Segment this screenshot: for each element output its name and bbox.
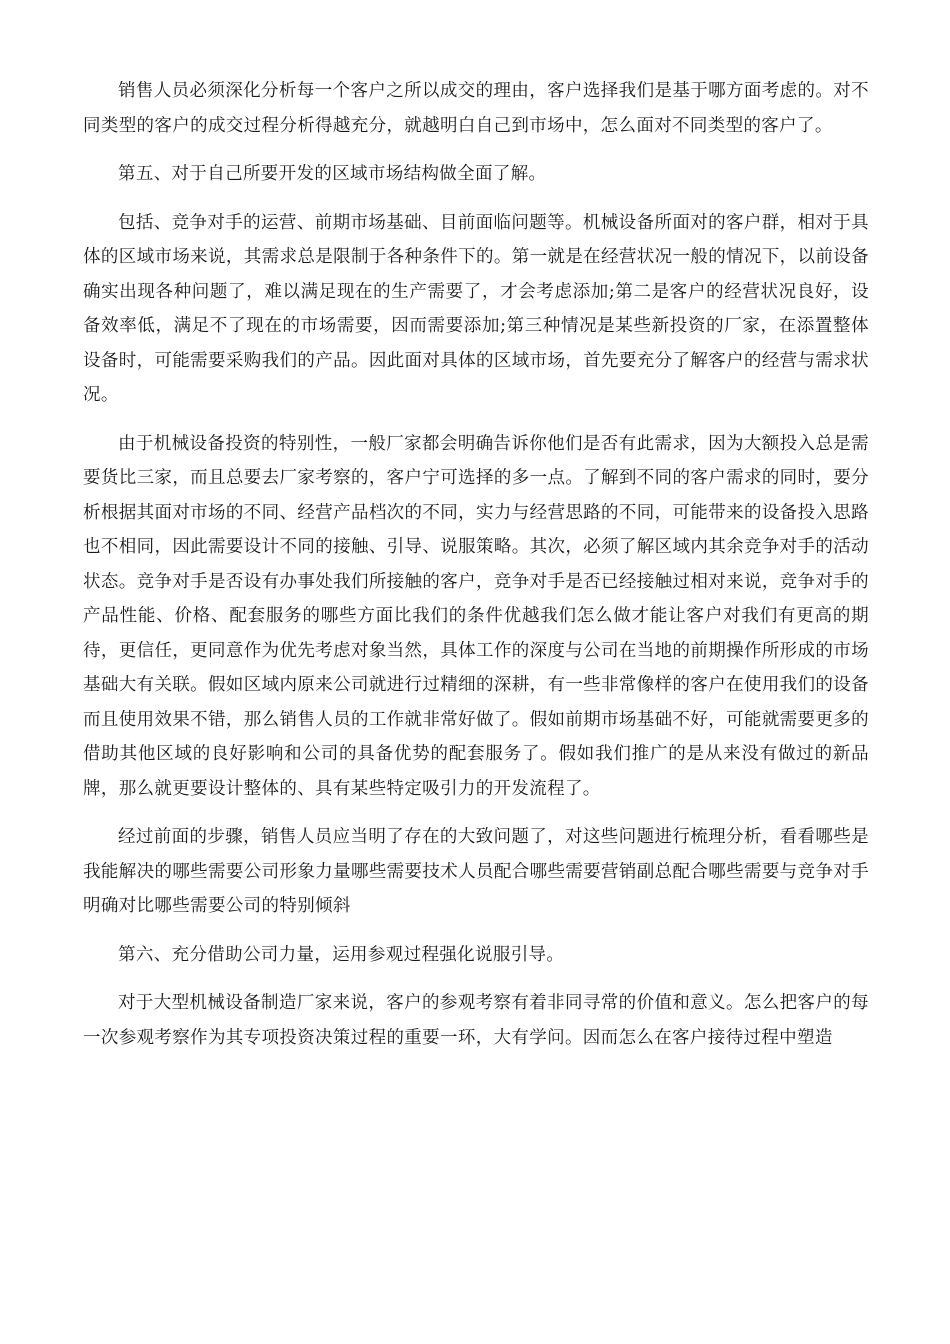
paragraph-deal-analysis: 销售人员必须深化分析每一个客户之所以成交的理由，客户选择我们是基于哪方面考虑的。对不同类型的客户的成交过程分析得越充分，就越明白自己到市场中，怎么面对不同类型的客户了。 [83, 81, 869, 136]
paragraph-problem-review: 经过前面的步骤，销售人员应当明了存在的大致问题了，对这些问题进行梳理分析，看看哪些是我能解决的哪些需要公司形象力量哪些需要技术人员配合哪些需要营销副总配合哪些需要与竞争对手明确对比哪些需要公司的特别倾斜 [83, 827, 869, 916]
paragraph-market-structure: 包括、竞争对手的运营、前期市场基础、目前面临问题等。机械设备所面对的客户群，相对于具体的区域市场来说，其需求总是限制于各种条件下的。第一就是在经营状况一般的情况下，以前设备确实出现各种问题了，难以满足现在的生产需要了，才会考虑添加;第二是客户的经营状况良好，设备效率低，满足不了现在的市场需要，因而需要添加;第三种情况是某些新投资的厂家，在添置整体设备时，可能需要采购我们的产品。因此面对具体的区域市场，首先要充分了解客户的经营与需求状况。 [83, 212, 869, 405]
paragraph-site-visit: 对于大型机械设备制造厂家来说，客户的参观考察有着非同寻常的价值和意义。怎么把客户的每一次参观考察作为其专项投资决策过程的重要一环，大有学问。因而怎么在客户接待过程中塑造 [83, 993, 869, 1048]
section-heading-six: 第六、充分借助公司力量，运用参观过程强化说服引导。 [118, 944, 565, 965]
section-heading-five: 第五、对于自己所要开发的区域市场结构做全面了解。 [118, 164, 547, 184]
document-body [83, 74, 869, 1069]
paragraph-competitor-analysis: 由于机械设备投资的特别性，一般厂家都会明确告诉你他们是否有此需求，因为大额投入总是需要货比三家，而且总要去厂家考察的，客户宁可选择的多一点。了解到不同的客户需求的同时，要分析根据其面对市场的不同、经营产品档次的不同，实力与经营思路的不同，可能带来的设备投入思路也不相同，因此需要设计不同的接触、引导、说服策略。其次，必须了解区域内其余竞争对手的活动状态。竞争对手是否设有办事处我们所接触的客户，竞争对手是否已经接触过相对来说，竞争对手的产品性能、价格、配套服务的哪些方面比我们的条件优越我们怎么做才能让客户对我们有更高的期待，更信任，更同意作为优先考虑对象当然，具体工作的深度与公司在当地的前期操作所形成的市场基础大有关联。假如区域内原来公司就进行过精细的深耕，有一些非常像样的客户在使用我们的设备而且使用效果不错，那么销售人员的工作就非常好做了。假如前期市场基础不好，可能就需要更多的借助其他区域的良好影响和公司的具备优势的配套服务了。假如我们推广的是从来没有做过的新品牌，那么就更要设计整体的、具有某些特定吸引力的开发流程了。 [83, 433, 869, 799]
